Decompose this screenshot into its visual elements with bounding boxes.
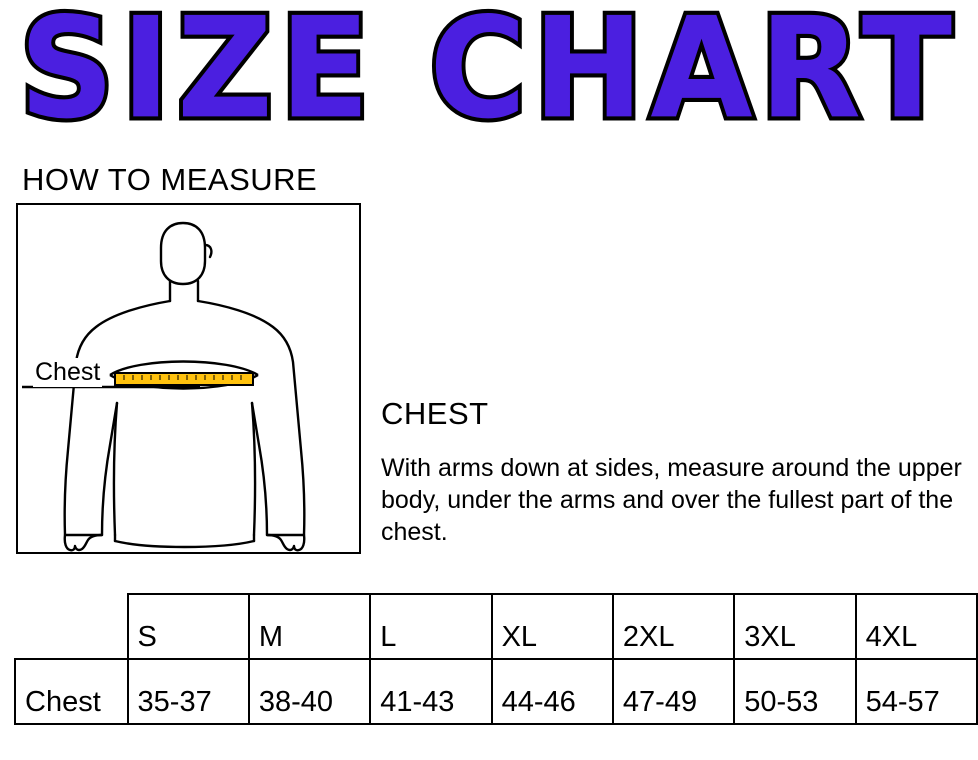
row-label-chest: Chest xyxy=(15,659,128,724)
chest-value-l: 41-43 xyxy=(370,659,491,724)
size-table xyxy=(14,593,978,725)
size-header-m: M xyxy=(249,594,370,659)
how-to-measure-heading: HOW TO MEASURE xyxy=(22,162,318,197)
chest-value-3xl: 50-53 xyxy=(734,659,855,724)
size-header-s: S xyxy=(128,594,249,659)
size-header-3xl: 3XL xyxy=(734,594,855,659)
table-row-sizes xyxy=(15,594,977,659)
size-header-xl: XL xyxy=(492,594,613,659)
chest-callout-label: Chest xyxy=(35,358,101,386)
size-header-4xl: 4XL xyxy=(856,594,977,659)
size-header-l: L xyxy=(370,594,491,659)
description-body: With arms down at sides, measure around the upper body, under the arms and over the fullest part of the chest. xyxy=(381,454,962,546)
chest-value-2xl: 47-49 xyxy=(613,659,734,724)
chest-value-4xl: 54-57 xyxy=(856,659,977,724)
page-title: SIZE CHART xyxy=(19,0,959,150)
size-header-2xl: 2XL xyxy=(613,594,734,659)
table-corner-cell xyxy=(15,594,128,659)
chest-value-s: 35-37 xyxy=(128,659,249,724)
table-row-chest xyxy=(15,659,977,724)
page-title-banner xyxy=(0,0,978,148)
chest-value-m: 38-40 xyxy=(249,659,370,724)
chest-value-xl: 44-46 xyxy=(492,659,613,724)
description-heading: CHEST xyxy=(381,396,489,431)
